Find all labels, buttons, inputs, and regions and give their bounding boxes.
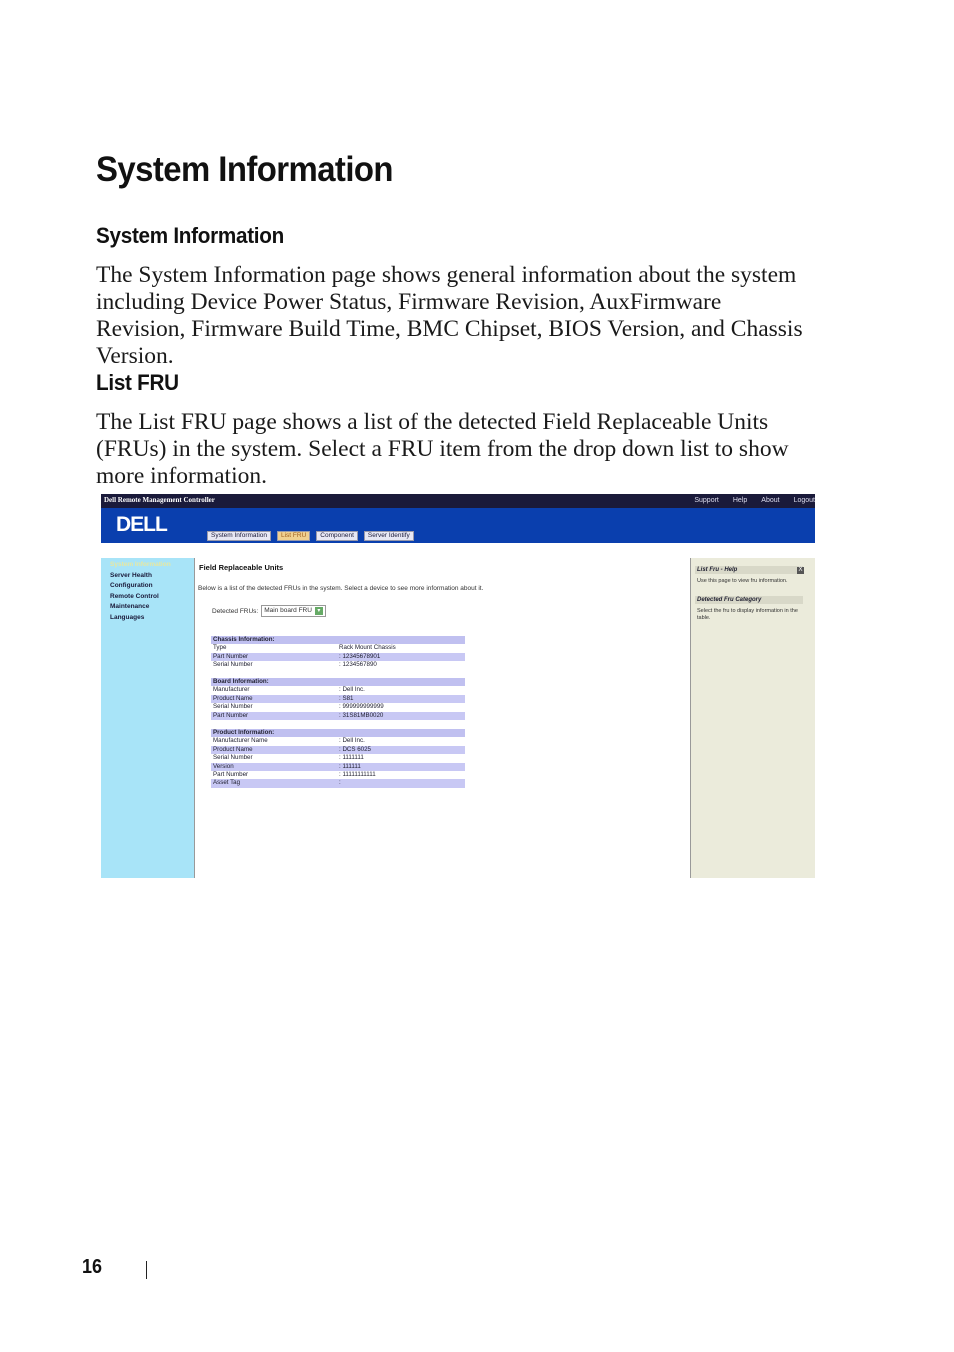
field-name: Serial Number	[213, 754, 253, 762]
chevron-down-icon[interactable]: ▾	[315, 607, 323, 615]
field-value: : 11111111111	[339, 770, 376, 778]
section-body-system-information: The System Information page shows general information about the system including Device Power Status, Firmware Revision, AuxFirmware Revision, Firmware Build Time, BMC Chipset, BIOS Version, and Chassis Version.	[96, 262, 803, 369]
sidebar-item-configuration[interactable]: Configuration	[110, 582, 153, 589]
sidebar-item-maintenance[interactable]: Maintenance	[110, 603, 150, 610]
fru-select-value: Main board FRU	[264, 607, 312, 614]
help-link[interactable]: Help	[732, 497, 748, 504]
tab-component[interactable]: Component	[316, 531, 358, 541]
field-name: Part Number	[213, 652, 249, 660]
fru-section-table	[211, 729, 465, 788]
table-row	[211, 763, 465, 771]
top-links	[680, 497, 815, 504]
table-row	[211, 746, 465, 754]
field-value: : DCS 6025	[339, 745, 371, 753]
fru-select[interactable]	[261, 605, 326, 617]
logout-link[interactable]: Logout	[793, 497, 815, 504]
table-row	[211, 653, 465, 661]
tab-system-information[interactable]: System Information	[207, 531, 271, 541]
main-description: Below is a list of the detected FRUs in the system. Select a device to see more information about it.	[198, 585, 484, 592]
fru-label: Detected FRUs:	[212, 607, 259, 615]
tab-bar	[207, 531, 420, 541]
table-row	[211, 661, 465, 669]
top-bar	[101, 494, 815, 508]
field-value: : Dell Inc.	[339, 686, 365, 694]
field-name: Product Name	[213, 694, 253, 702]
section-heading-list-fru: List FRU	[96, 370, 179, 395]
field-value: : 12345678901	[339, 652, 381, 660]
fru-section-table	[211, 636, 465, 670]
help-subtitle: Detected Fru Category	[695, 596, 803, 604]
table-row	[211, 779, 465, 787]
fru-selector-row	[212, 605, 326, 617]
fru-section-header	[211, 678, 465, 686]
sidebar-item-remote-control[interactable]: Remote Control	[110, 592, 159, 600]
support-link[interactable]: Support	[694, 497, 719, 504]
field-value: : 1111111	[339, 754, 364, 762]
fru-section-header-label: Chassis Information:	[213, 636, 275, 643]
app-title: Dell Remote Management Controller	[104, 496, 215, 504]
help-subtitle-text: Select the fru to display information in the table.	[697, 608, 798, 621]
table-row	[211, 737, 465, 745]
field-value: : Dell Inc.	[339, 737, 365, 745]
field-name: Serial Number	[213, 703, 253, 711]
fru-section-table	[211, 678, 465, 720]
field-value: Rack Mount Chassis	[339, 644, 396, 652]
help-title: List Fru - Help	[695, 566, 803, 574]
dell-logo: DELL	[116, 513, 167, 536]
fru-section-header-label: Product Information:	[213, 729, 275, 736]
field-name: Manufacturer	[213, 686, 250, 694]
field-value: :	[339, 779, 341, 787]
field-value: : 999999999999	[339, 703, 384, 711]
page-title: System Information	[96, 150, 393, 189]
sidebar-item-server-health[interactable]: Server Health	[110, 571, 152, 579]
field-name: Version	[213, 762, 234, 770]
table-row	[211, 695, 465, 703]
table-row	[211, 686, 465, 694]
footer-divider	[146, 1261, 147, 1279]
fru-section-header-label: Board Information:	[213, 678, 269, 685]
fru-section-header	[211, 636, 465, 644]
field-name: Manufacturer Name	[213, 737, 268, 745]
field-name: Part Number	[213, 770, 249, 778]
sidebar-item-languages[interactable]: Languages	[110, 613, 145, 621]
field-value: : S81	[339, 694, 354, 702]
field-name: Product Name	[213, 745, 253, 753]
tab-list-fru[interactable]: List FRU	[277, 531, 310, 541]
field-name: Asset Tag	[213, 779, 241, 787]
field-name: Part Number	[213, 711, 249, 719]
fru-section-header	[211, 729, 465, 737]
close-icon[interactable]: X	[798, 567, 803, 573]
field-value: : 111111	[339, 762, 361, 770]
field-name: Serial Number	[213, 661, 253, 669]
section-heading-system-information: System Information	[96, 223, 284, 248]
table-row	[211, 771, 465, 779]
header-stripe	[101, 543, 815, 559]
table-row	[211, 754, 465, 762]
tab-server-identify[interactable]: Server Identify	[364, 531, 414, 541]
section-body-list-fru: The List FRU page shows a list of the detected Field Replaceable Units (FRUs) in the system. Select a FRU item from the drop down list to show more information.	[96, 409, 789, 489]
field-value: : 31S81MB0020	[339, 711, 384, 719]
help-panel	[690, 558, 815, 878]
field-value: : 1234567890	[339, 661, 377, 669]
sidebar	[101, 558, 195, 878]
banner	[101, 508, 815, 543]
table-row	[211, 644, 465, 652]
about-link[interactable]: About	[761, 497, 780, 504]
page-number: 16	[82, 1256, 103, 1278]
main-title: Field Replaceable Units	[199, 563, 284, 572]
table-row	[211, 712, 465, 720]
list-fru-screenshot	[101, 494, 815, 878]
sidebar-item-system-information[interactable]: System Information	[110, 561, 171, 568]
table-row	[211, 703, 465, 711]
help-intro: Use this page to view fru information.	[697, 578, 788, 584]
field-name: Type	[213, 644, 227, 652]
